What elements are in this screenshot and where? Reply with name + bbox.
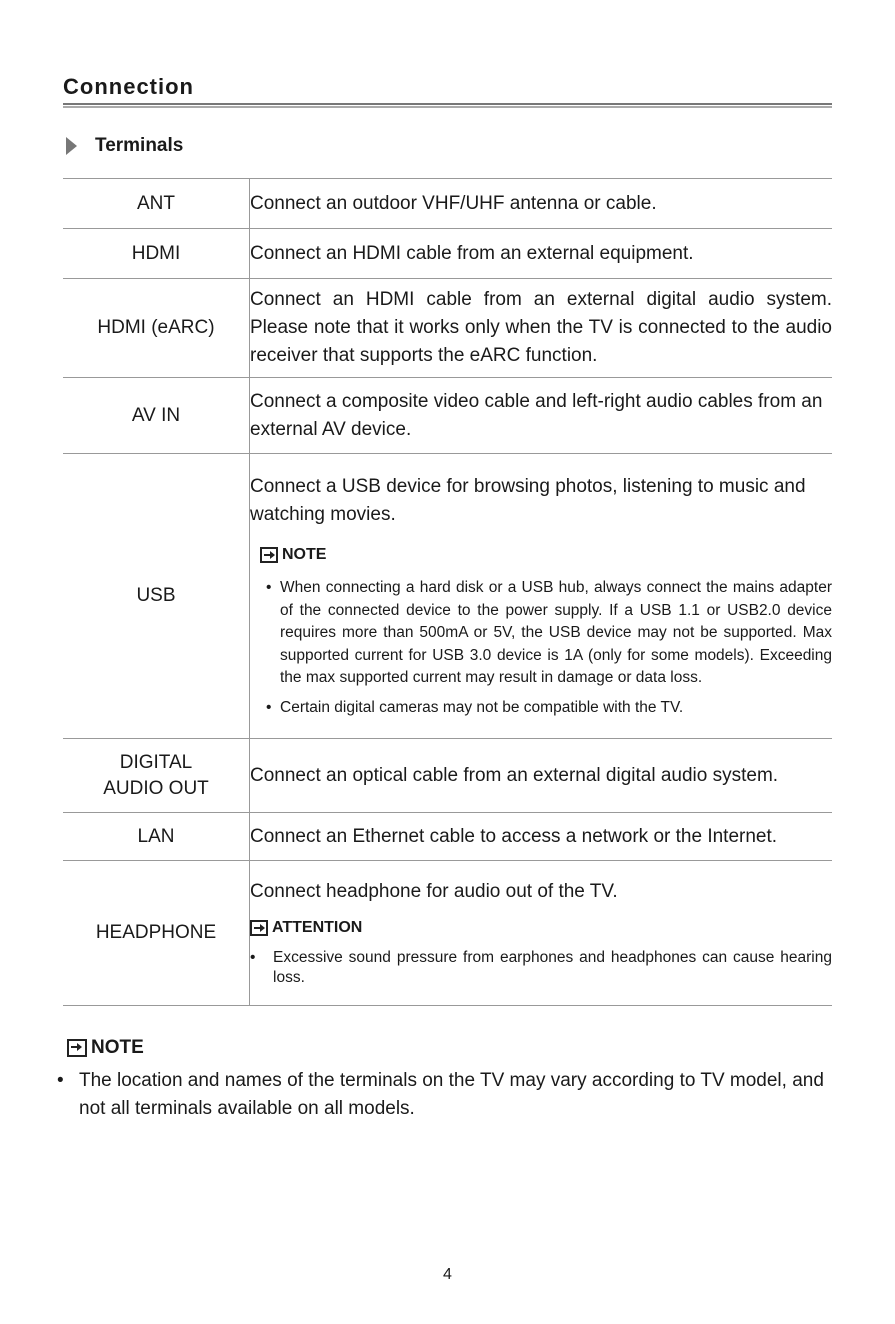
terminal-description: Connect a composite video cable and left-right audio cables from an external AV device. — [250, 378, 833, 454]
terminal-name: ANT — [63, 179, 250, 229]
page-title: Connection — [63, 74, 194, 99]
bullet-dot: • — [250, 949, 256, 966]
table-row — [63, 179, 832, 229]
page-number: 4 — [443, 1266, 452, 1283]
table-row — [63, 739, 832, 813]
terminal-name: HEADPHONE — [63, 861, 250, 1006]
terminal-name: HDMI — [63, 229, 250, 279]
terminal-description: Connect an HDMI cable from an external equipment. — [250, 229, 833, 279]
terminal-description-cell — [250, 454, 833, 739]
triangle-right-icon — [66, 137, 77, 155]
attention-arrow-icon — [250, 920, 268, 936]
terminal-description: Connect an HDMI cable from an external digital audio system. Please note that it works only when the TV is connected to the audio receiver that supports the eARC function. — [250, 279, 833, 378]
note-bullet-text: The location and names of the terminals on the TV may vary according to TV model, and not all terminals available on all models. — [79, 1070, 824, 1119]
terminal-name: HDMI (eARC) — [63, 279, 250, 378]
terminal-description: Connect headphone for audio out of the TV. — [250, 881, 618, 902]
attention-bullet-text: Excessive sound pressure from earphones and headphones can cause hearing loss. — [273, 949, 832, 986]
note-header — [260, 541, 832, 569]
note-label: NOTE — [282, 546, 327, 563]
terminal-description: Connect an outdoor VHF/UHF antenna or cable. — [250, 179, 833, 229]
table-row — [63, 454, 832, 739]
terminal-description: Connect an optical cable from an external digital audio system. — [250, 739, 833, 813]
bullet-dot: • — [266, 579, 272, 596]
note-arrow-icon — [67, 1039, 87, 1057]
attention-header — [250, 914, 832, 942]
terminal-name-line: AUDIO OUT — [103, 777, 209, 799]
terminal-name-line: DIGITAL — [119, 751, 193, 773]
note-bullet — [260, 697, 832, 720]
terminal-name: USB — [63, 454, 250, 739]
note-bullet-text: When connecting a hard disk or a USB hub, always connect the mains adapter of the connected device to the power supply. If a USB 1.1 or USB2.0 device requires more than 500mA or 5V, the USB device may not be supported. Max supported current for USB 3.0 device is 1A (only for some models). Exceeding the max supported current may result in damage or data loss. — [280, 579, 832, 686]
note-header — [67, 1037, 833, 1059]
attention-label: ATTENTION — [272, 919, 363, 936]
bullet-dot: • — [57, 1070, 64, 1091]
headphone-attention — [250, 914, 832, 988]
terminal-description: Connect a USB device for browsing photos, listening to music and watching movies. — [250, 476, 806, 525]
title-rule-secondary — [63, 106, 832, 108]
note-bullet — [260, 577, 832, 690]
bottom-note — [57, 1037, 833, 1123]
table-row — [63, 378, 832, 454]
title-rule — [63, 103, 832, 105]
terminals-table — [63, 178, 832, 1006]
terminal-name: LAN — [63, 813, 250, 861]
bullet-dot: • — [266, 698, 272, 716]
note-arrow-icon — [260, 547, 278, 563]
terminal-description: Connect an Ethernet cable to access a network or the Internet. — [250, 813, 833, 861]
attention-bullet — [250, 948, 832, 988]
table-row — [63, 861, 832, 1006]
terminal-name — [63, 739, 250, 813]
note-bullet — [57, 1067, 833, 1123]
section-title: Terminals — [95, 135, 184, 156]
note-bullet-text: Certain digital cameras may not be compatible with the TV. — [280, 698, 684, 716]
section-header — [66, 135, 183, 157]
terminal-description-cell — [250, 861, 833, 1006]
usb-note — [260, 541, 832, 719]
terminal-name: AV IN — [63, 378, 250, 454]
note-label: NOTE — [91, 1037, 144, 1058]
table-row — [63, 279, 832, 378]
table-row — [63, 813, 832, 861]
table-row — [63, 229, 832, 279]
